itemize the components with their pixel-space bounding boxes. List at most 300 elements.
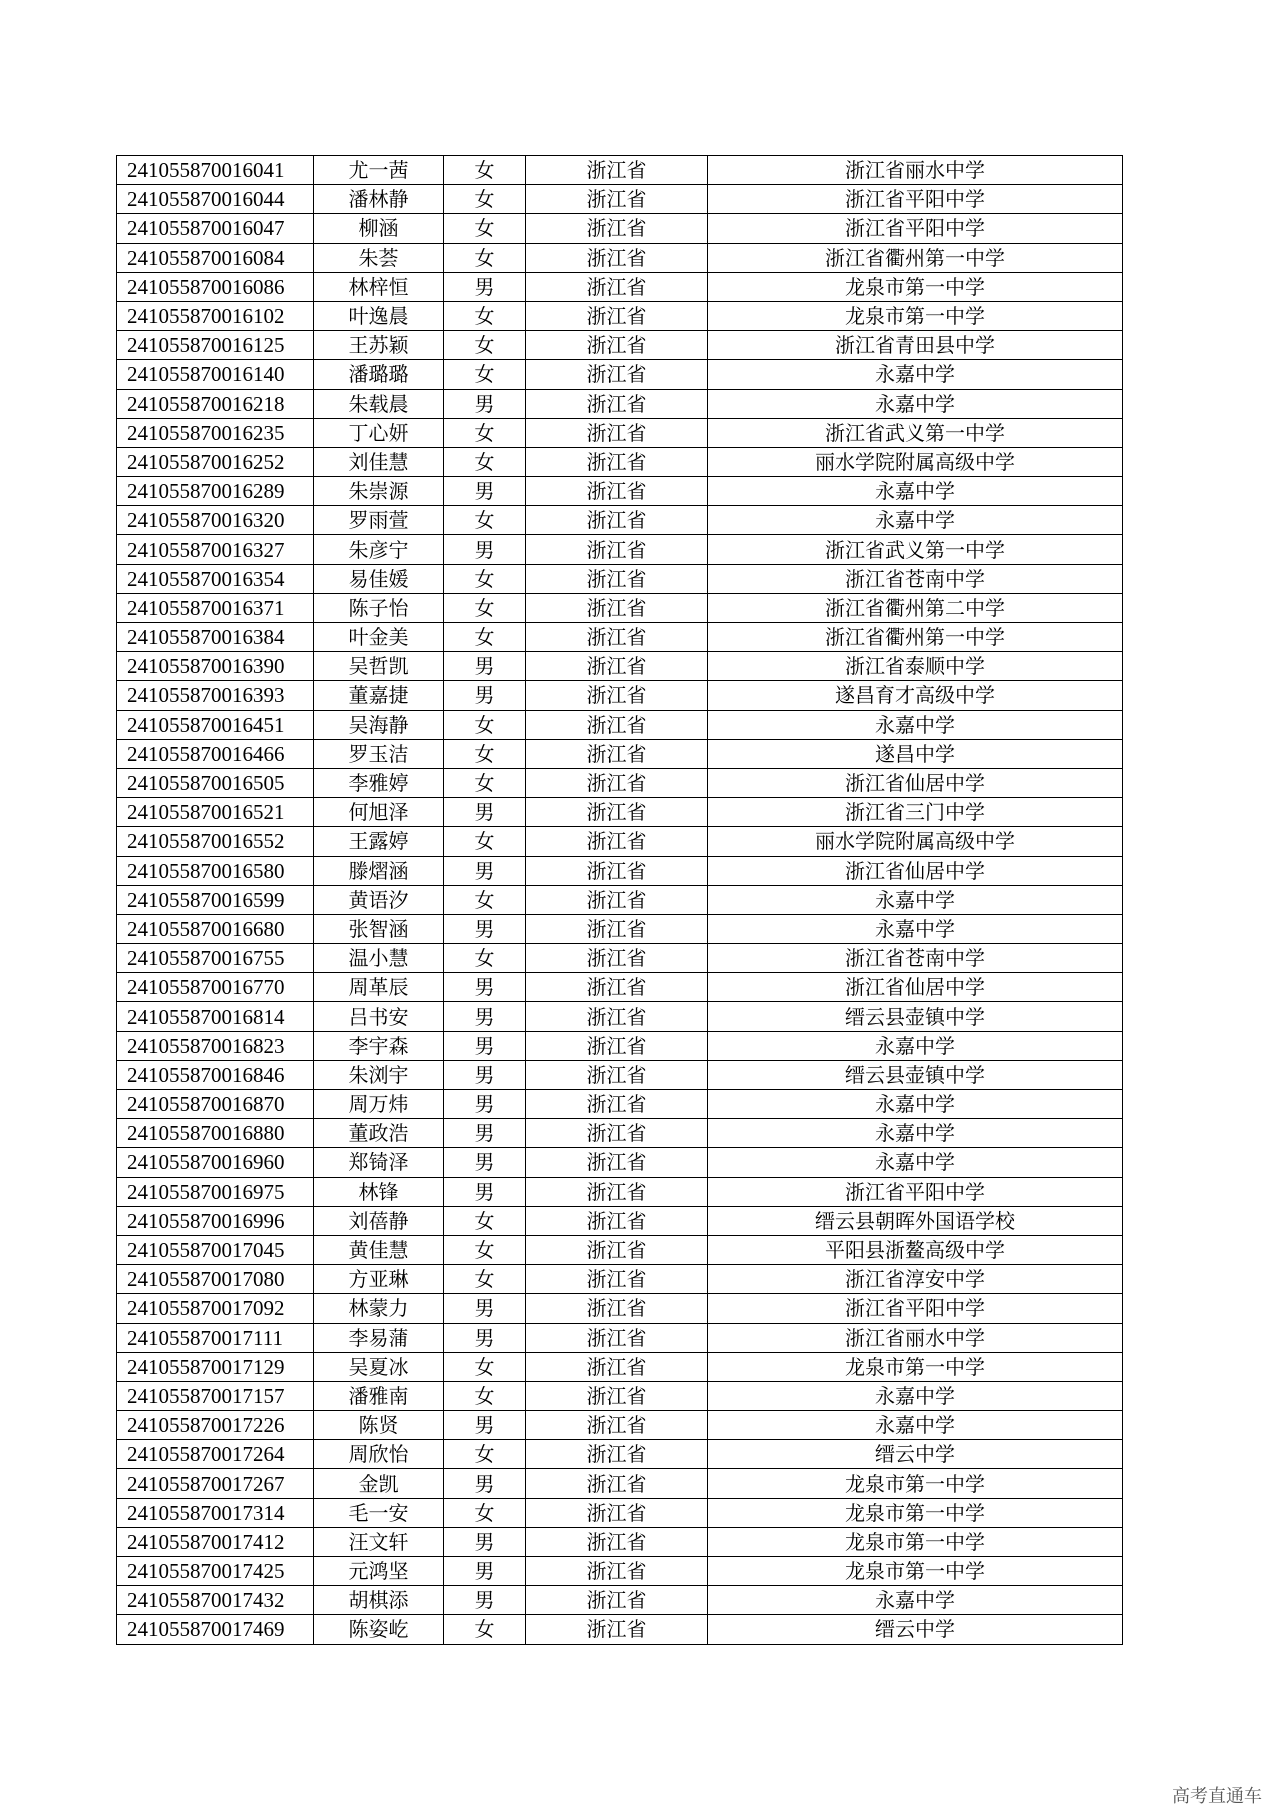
student-name-cell: 尤一茜	[314, 156, 444, 185]
student-name-cell: 朱彦宁	[314, 535, 444, 564]
school-cell: 浙江省仙居中学	[708, 768, 1123, 797]
student-id-cell: 241055870016880	[117, 1119, 314, 1148]
school-cell: 永嘉中学	[708, 885, 1123, 914]
student-id-cell: 241055870017080	[117, 1265, 314, 1294]
gender-cell: 女	[444, 827, 526, 856]
student-name-cell: 方亚琳	[314, 1265, 444, 1294]
student-id-cell: 241055870016393	[117, 681, 314, 710]
gender-cell: 男	[444, 477, 526, 506]
province-cell: 浙江省	[526, 944, 708, 973]
province-cell: 浙江省	[526, 1411, 708, 1440]
student-name-cell: 董政浩	[314, 1119, 444, 1148]
student-id-cell: 241055870016289	[117, 477, 314, 506]
table-row	[117, 1119, 1123, 1148]
school-cell: 浙江省丽水中学	[708, 1323, 1123, 1352]
table-row	[117, 418, 1123, 447]
student-id-cell: 241055870016870	[117, 1090, 314, 1119]
school-cell: 永嘉中学	[708, 360, 1123, 389]
province-cell: 浙江省	[526, 447, 708, 476]
school-cell: 缙云县朝晖外国语学校	[708, 1206, 1123, 1235]
table-row	[117, 1381, 1123, 1410]
student-name-cell: 叶金美	[314, 623, 444, 652]
province-cell: 浙江省	[526, 1294, 708, 1323]
school-cell: 缙云中学	[708, 1440, 1123, 1469]
province-cell: 浙江省	[526, 477, 708, 506]
student-name-cell: 刘蓓静	[314, 1206, 444, 1235]
school-cell: 浙江省淳安中学	[708, 1265, 1123, 1294]
province-cell: 浙江省	[526, 272, 708, 301]
gender-cell: 女	[444, 1235, 526, 1264]
gender-cell: 男	[444, 1177, 526, 1206]
table-row	[117, 1498, 1123, 1527]
student-id-cell: 241055870016140	[117, 360, 314, 389]
table-row	[117, 564, 1123, 593]
school-cell: 永嘉中学	[708, 1090, 1123, 1119]
province-cell: 浙江省	[526, 185, 708, 214]
student-name-cell: 元鸿坚	[314, 1557, 444, 1586]
student-name-cell: 周万炜	[314, 1090, 444, 1119]
table-row	[117, 885, 1123, 914]
student-id-cell: 241055870016755	[117, 944, 314, 973]
province-cell: 浙江省	[526, 389, 708, 418]
province-cell: 浙江省	[526, 1177, 708, 1206]
student-id-cell: 241055870016996	[117, 1206, 314, 1235]
province-cell: 浙江省	[526, 1440, 708, 1469]
province-cell: 浙江省	[526, 301, 708, 330]
province-cell: 浙江省	[526, 1206, 708, 1235]
watermark-text: 高考直通车	[1172, 1786, 1262, 1807]
student-name-cell: 滕熠涵	[314, 856, 444, 885]
table-row	[117, 798, 1123, 827]
province-cell: 浙江省	[526, 885, 708, 914]
province-cell: 浙江省	[526, 914, 708, 943]
student-id-cell: 241055870016354	[117, 564, 314, 593]
school-cell: 遂昌中学	[708, 739, 1123, 768]
province-cell: 浙江省	[526, 1381, 708, 1410]
student-name-cell: 林蒙力	[314, 1294, 444, 1323]
school-cell: 浙江省平阳中学	[708, 1294, 1123, 1323]
gender-cell: 男	[444, 1294, 526, 1323]
province-cell: 浙江省	[526, 1615, 708, 1644]
province-cell: 浙江省	[526, 593, 708, 622]
student-id-cell: 241055870016086	[117, 272, 314, 301]
student-name-cell: 林锋	[314, 1177, 444, 1206]
student-id-cell: 241055870017045	[117, 1235, 314, 1264]
gender-cell: 男	[444, 1557, 526, 1586]
student-name-cell: 朱载晨	[314, 389, 444, 418]
school-cell: 永嘉中学	[708, 1381, 1123, 1410]
table-row	[117, 1323, 1123, 1352]
table-row	[117, 331, 1123, 360]
province-cell: 浙江省	[526, 506, 708, 535]
school-cell: 浙江省三门中学	[708, 798, 1123, 827]
student-id-cell: 241055870017226	[117, 1411, 314, 1440]
table-row	[117, 1586, 1123, 1615]
student-id-cell: 241055870016466	[117, 739, 314, 768]
gender-cell: 女	[444, 243, 526, 272]
province-cell: 浙江省	[526, 360, 708, 389]
student-id-cell: 241055870016218	[117, 389, 314, 418]
gender-cell: 男	[444, 1090, 526, 1119]
student-id-cell: 241055870016320	[117, 506, 314, 535]
table-row	[117, 1294, 1123, 1323]
student-id-cell: 241055870017264	[117, 1440, 314, 1469]
gender-cell: 女	[444, 1440, 526, 1469]
province-cell: 浙江省	[526, 156, 708, 185]
student-name-cell: 潘璐璐	[314, 360, 444, 389]
school-cell: 浙江省仙居中学	[708, 973, 1123, 1002]
student-id-cell: 241055870017267	[117, 1469, 314, 1498]
table-row	[117, 856, 1123, 885]
student-name-cell: 罗雨萱	[314, 506, 444, 535]
student-name-cell: 罗玉洁	[314, 739, 444, 768]
student-id-cell: 241055870016044	[117, 185, 314, 214]
province-cell: 浙江省	[526, 214, 708, 243]
school-cell: 缙云县壶镇中学	[708, 1002, 1123, 1031]
student-name-cell: 陈子怡	[314, 593, 444, 622]
student-id-cell: 241055870017412	[117, 1527, 314, 1556]
student-name-cell: 吕书安	[314, 1002, 444, 1031]
province-cell: 浙江省	[526, 1060, 708, 1089]
student-id-cell: 241055870016125	[117, 331, 314, 360]
province-cell: 浙江省	[526, 564, 708, 593]
student-id-cell: 241055870016770	[117, 973, 314, 1002]
student-id-cell: 241055870016235	[117, 418, 314, 447]
student-id-cell: 241055870017432	[117, 1586, 314, 1615]
table-row	[117, 1352, 1123, 1381]
table-row	[117, 1235, 1123, 1264]
table-row	[117, 1031, 1123, 1060]
province-cell: 浙江省	[526, 418, 708, 447]
student-id-cell: 241055870016846	[117, 1060, 314, 1089]
province-cell: 浙江省	[526, 1265, 708, 1294]
table-row	[117, 944, 1123, 973]
student-name-cell: 叶逸晨	[314, 301, 444, 330]
student-name-cell: 陈贤	[314, 1411, 444, 1440]
province-cell: 浙江省	[526, 768, 708, 797]
school-cell: 永嘉中学	[708, 710, 1123, 739]
gender-cell: 男	[444, 973, 526, 1002]
school-cell: 龙泉市第一中学	[708, 1557, 1123, 1586]
student-name-cell: 黄佳慧	[314, 1235, 444, 1264]
gender-cell: 男	[444, 1411, 526, 1440]
student-id-cell: 241055870016384	[117, 623, 314, 652]
student-name-cell: 吴哲凯	[314, 652, 444, 681]
school-cell: 浙江省武义第一中学	[708, 535, 1123, 564]
student-id-cell: 241055870016084	[117, 243, 314, 272]
school-cell: 缙云中学	[708, 1615, 1123, 1644]
student-id-cell: 241055870016041	[117, 156, 314, 185]
province-cell: 浙江省	[526, 1090, 708, 1119]
school-cell: 浙江省青田县中学	[708, 331, 1123, 360]
table-row	[117, 827, 1123, 856]
province-cell: 浙江省	[526, 827, 708, 856]
school-cell: 永嘉中学	[708, 389, 1123, 418]
student-id-cell: 241055870016552	[117, 827, 314, 856]
student-name-cell: 胡棋添	[314, 1586, 444, 1615]
school-cell: 浙江省平阳中学	[708, 185, 1123, 214]
province-cell: 浙江省	[526, 856, 708, 885]
table-row	[117, 652, 1123, 681]
gender-cell: 女	[444, 1615, 526, 1644]
table-row	[117, 477, 1123, 506]
table-row	[117, 681, 1123, 710]
student-name-cell: 张智涵	[314, 914, 444, 943]
student-id-cell: 241055870016390	[117, 652, 314, 681]
student-name-cell: 温小慧	[314, 944, 444, 973]
gender-cell: 女	[444, 447, 526, 476]
gender-cell: 女	[444, 739, 526, 768]
school-cell: 浙江省衢州第二中学	[708, 593, 1123, 622]
province-cell: 浙江省	[526, 973, 708, 1002]
school-cell: 浙江省衢州第一中学	[708, 623, 1123, 652]
school-cell: 遂昌育才高级中学	[708, 681, 1123, 710]
table-row	[117, 1177, 1123, 1206]
student-name-cell: 李易蒲	[314, 1323, 444, 1352]
school-cell: 龙泉市第一中学	[708, 1469, 1123, 1498]
gender-cell: 男	[444, 798, 526, 827]
gender-cell: 男	[444, 1031, 526, 1060]
gender-cell: 男	[444, 1469, 526, 1498]
gender-cell: 女	[444, 418, 526, 447]
province-cell: 浙江省	[526, 331, 708, 360]
school-cell: 永嘉中学	[708, 477, 1123, 506]
gender-cell: 女	[444, 1352, 526, 1381]
student-name-cell: 吴夏冰	[314, 1352, 444, 1381]
student-id-cell: 241055870017469	[117, 1615, 314, 1644]
gender-cell: 女	[444, 331, 526, 360]
province-cell: 浙江省	[526, 1031, 708, 1060]
school-cell: 永嘉中学	[708, 1031, 1123, 1060]
school-cell: 龙泉市第一中学	[708, 1498, 1123, 1527]
table-row	[117, 1060, 1123, 1089]
student-name-cell: 王苏颖	[314, 331, 444, 360]
student-id-cell: 241055870017157	[117, 1381, 314, 1410]
gender-cell: 男	[444, 1119, 526, 1148]
student-id-cell: 241055870016680	[117, 914, 314, 943]
gender-cell: 女	[444, 301, 526, 330]
student-name-cell: 丁心妍	[314, 418, 444, 447]
school-cell: 龙泉市第一中学	[708, 301, 1123, 330]
gender-cell: 女	[444, 885, 526, 914]
student-id-cell: 241055870016451	[117, 710, 314, 739]
student-id-cell: 241055870016599	[117, 885, 314, 914]
student-name-cell: 刘佳慧	[314, 447, 444, 476]
school-cell: 龙泉市第一中学	[708, 1527, 1123, 1556]
gender-cell: 男	[444, 1323, 526, 1352]
student-name-cell: 郑锜泽	[314, 1148, 444, 1177]
gender-cell: 女	[444, 768, 526, 797]
student-name-cell: 李雅婷	[314, 768, 444, 797]
student-id-cell: 241055870016252	[117, 447, 314, 476]
province-cell: 浙江省	[526, 1557, 708, 1586]
student-id-cell: 241055870016047	[117, 214, 314, 243]
student-name-cell: 汪文轩	[314, 1527, 444, 1556]
table-row	[117, 768, 1123, 797]
student-name-cell: 潘林静	[314, 185, 444, 214]
gender-cell: 男	[444, 914, 526, 943]
student-name-cell: 王露婷	[314, 827, 444, 856]
student-name-cell: 林梓恒	[314, 272, 444, 301]
gender-cell: 男	[444, 681, 526, 710]
student-id-cell: 241055870017425	[117, 1557, 314, 1586]
school-cell: 龙泉市第一中学	[708, 272, 1123, 301]
table-row	[117, 185, 1123, 214]
province-cell: 浙江省	[526, 652, 708, 681]
table-row	[117, 1440, 1123, 1469]
student-id-cell: 241055870016327	[117, 535, 314, 564]
province-cell: 浙江省	[526, 739, 708, 768]
student-name-cell: 柳涵	[314, 214, 444, 243]
table-row	[117, 1206, 1123, 1235]
table-row	[117, 1148, 1123, 1177]
student-id-cell: 241055870017314	[117, 1498, 314, 1527]
student-id-cell: 241055870016975	[117, 1177, 314, 1206]
gender-cell: 女	[444, 593, 526, 622]
student-name-cell: 何旭泽	[314, 798, 444, 827]
student-id-cell: 241055870017111	[117, 1323, 314, 1352]
province-cell: 浙江省	[526, 243, 708, 272]
school-cell: 永嘉中学	[708, 1586, 1123, 1615]
student-name-cell: 朱浏宇	[314, 1060, 444, 1089]
table-row	[117, 739, 1123, 768]
gender-cell: 男	[444, 389, 526, 418]
roster-body	[117, 156, 1123, 1645]
student-name-cell: 朱荟	[314, 243, 444, 272]
table-row	[117, 1002, 1123, 1031]
table-row	[117, 156, 1123, 185]
student-id-cell: 241055870016505	[117, 768, 314, 797]
gender-cell: 女	[444, 710, 526, 739]
table-row	[117, 623, 1123, 652]
province-cell: 浙江省	[526, 1527, 708, 1556]
gender-cell: 男	[444, 272, 526, 301]
gender-cell: 女	[444, 360, 526, 389]
gender-cell: 女	[444, 1498, 526, 1527]
student-name-cell: 黄语汐	[314, 885, 444, 914]
table-row	[117, 1527, 1123, 1556]
gender-cell: 女	[444, 506, 526, 535]
province-cell: 浙江省	[526, 1498, 708, 1527]
table-row	[117, 1411, 1123, 1440]
table-row	[117, 1265, 1123, 1294]
student-name-cell: 李宇森	[314, 1031, 444, 1060]
school-cell: 浙江省苍南中学	[708, 564, 1123, 593]
gender-cell: 男	[444, 535, 526, 564]
student-name-cell: 朱崇源	[314, 477, 444, 506]
province-cell: 浙江省	[526, 1148, 708, 1177]
table-row	[117, 301, 1123, 330]
table-row	[117, 506, 1123, 535]
student-id-cell: 241055870016521	[117, 798, 314, 827]
gender-cell: 男	[444, 1527, 526, 1556]
student-name-cell: 易佳媛	[314, 564, 444, 593]
gender-cell: 男	[444, 652, 526, 681]
gender-cell: 男	[444, 1060, 526, 1089]
school-cell: 丽水学院附属高级中学	[708, 447, 1123, 476]
school-cell: 永嘉中学	[708, 506, 1123, 535]
gender-cell: 女	[444, 1206, 526, 1235]
table-row	[117, 360, 1123, 389]
gender-cell: 男	[444, 1002, 526, 1031]
gender-cell: 女	[444, 623, 526, 652]
province-cell: 浙江省	[526, 1323, 708, 1352]
school-cell: 永嘉中学	[708, 1119, 1123, 1148]
province-cell: 浙江省	[526, 710, 708, 739]
school-cell: 龙泉市第一中学	[708, 1352, 1123, 1381]
gender-cell: 女	[444, 944, 526, 973]
gender-cell: 女	[444, 185, 526, 214]
school-cell: 永嘉中学	[708, 1411, 1123, 1440]
student-name-cell: 金凯	[314, 1469, 444, 1498]
school-cell: 浙江省仙居中学	[708, 856, 1123, 885]
province-cell: 浙江省	[526, 798, 708, 827]
student-id-cell: 241055870017129	[117, 1352, 314, 1381]
student-id-cell: 241055870016814	[117, 1002, 314, 1031]
school-cell: 浙江省苍南中学	[708, 944, 1123, 973]
table-row	[117, 1557, 1123, 1586]
school-cell: 永嘉中学	[708, 914, 1123, 943]
table-row	[117, 272, 1123, 301]
school-cell: 丽水学院附属高级中学	[708, 827, 1123, 856]
table-row	[117, 535, 1123, 564]
table-row	[117, 243, 1123, 272]
school-cell: 浙江省衢州第一中学	[708, 243, 1123, 272]
student-name-cell: 周欣怡	[314, 1440, 444, 1469]
school-cell: 浙江省武义第一中学	[708, 418, 1123, 447]
table-row	[117, 389, 1123, 418]
student-name-cell: 董嘉捷	[314, 681, 444, 710]
gender-cell: 男	[444, 856, 526, 885]
gender-cell: 男	[444, 1586, 526, 1615]
table-row	[117, 214, 1123, 243]
student-id-cell: 241055870016371	[117, 593, 314, 622]
student-id-cell: 241055870017092	[117, 1294, 314, 1323]
school-cell: 浙江省泰顺中学	[708, 652, 1123, 681]
province-cell: 浙江省	[526, 623, 708, 652]
gender-cell: 女	[444, 564, 526, 593]
student-id-cell: 241055870016102	[117, 301, 314, 330]
school-cell: 缙云县壶镇中学	[708, 1060, 1123, 1089]
table-row	[117, 973, 1123, 1002]
gender-cell: 女	[444, 1381, 526, 1410]
province-cell: 浙江省	[526, 1235, 708, 1264]
province-cell: 浙江省	[526, 1469, 708, 1498]
province-cell: 浙江省	[526, 681, 708, 710]
province-cell: 浙江省	[526, 1586, 708, 1615]
gender-cell: 女	[444, 156, 526, 185]
province-cell: 浙江省	[526, 535, 708, 564]
school-cell: 永嘉中学	[708, 1148, 1123, 1177]
student-name-cell: 陈姿屹	[314, 1615, 444, 1644]
student-name-cell: 吴海静	[314, 710, 444, 739]
table-row	[117, 1615, 1123, 1644]
school-cell: 浙江省平阳中学	[708, 214, 1123, 243]
table-row	[117, 710, 1123, 739]
province-cell: 浙江省	[526, 1119, 708, 1148]
province-cell: 浙江省	[526, 1352, 708, 1381]
gender-cell: 女	[444, 214, 526, 243]
table-row	[117, 914, 1123, 943]
student-roster-table	[116, 155, 1123, 1645]
student-name-cell: 潘雅南	[314, 1381, 444, 1410]
gender-cell: 女	[444, 1265, 526, 1294]
school-cell: 浙江省丽水中学	[708, 156, 1123, 185]
table-row	[117, 1469, 1123, 1498]
table-row	[117, 593, 1123, 622]
student-id-cell: 241055870016823	[117, 1031, 314, 1060]
table-row	[117, 1090, 1123, 1119]
